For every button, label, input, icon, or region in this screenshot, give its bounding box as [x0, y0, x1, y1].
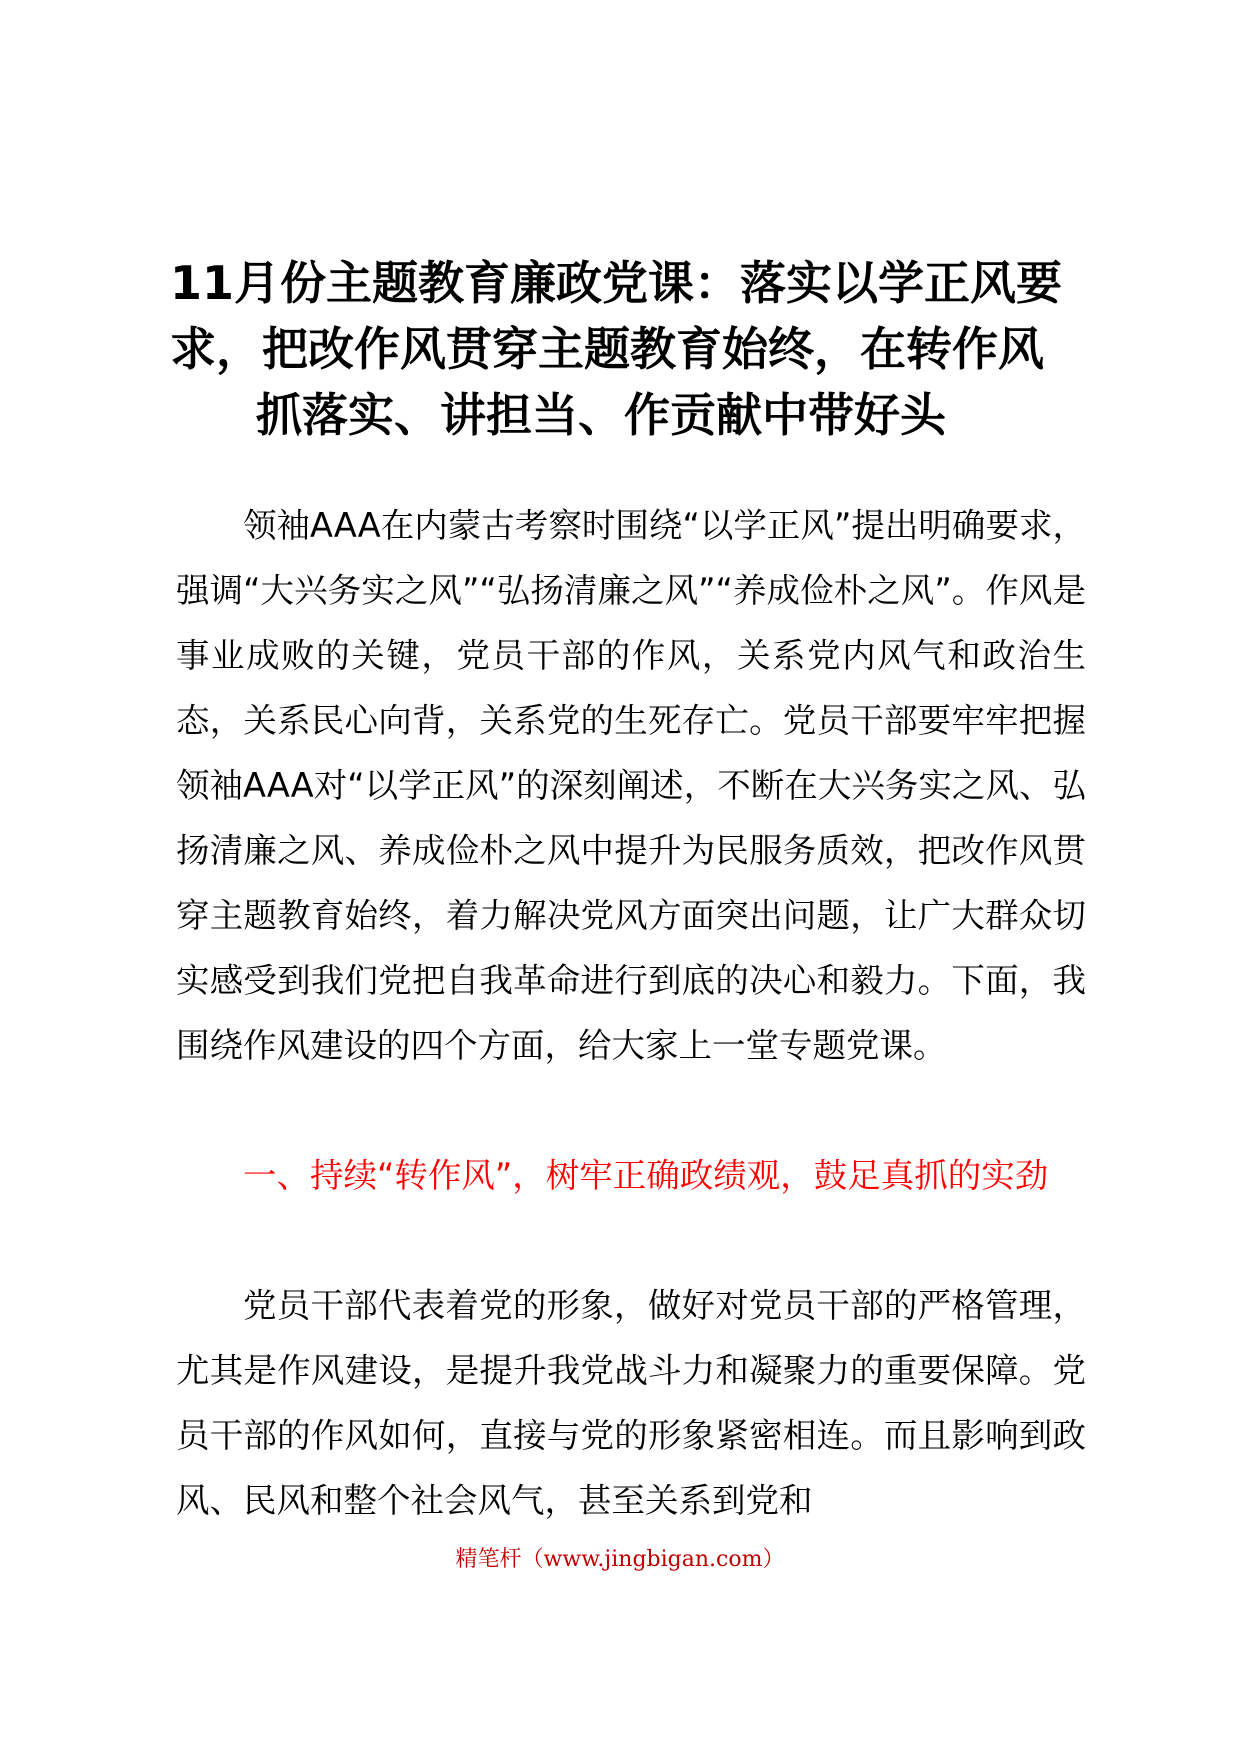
title-line-3: 抓落实、讲担当、作贡献中带好头	[256, 388, 946, 442]
title-line-1: 11月份主题教育廉政党课：落实以学正风要	[170, 256, 1063, 310]
title-line-2: 求，把改作风贯穿主题教育始终，在转作风	[170, 322, 1044, 376]
footer-watermark: 精笔杆（www.jingbigan.com）	[455, 1547, 785, 1572]
section-1-paragraph: 党员干部代表着党的形象，做好对党员干部的严格管理，尤其是作风建设，是提升我党战斗力和凝聚力的重要保障。党员干部的作风如何，直接与党的形象紧密相连。而且影响到政风、民风和整个社会风气，甚至关系到党和	[176, 1286, 1086, 1520]
section-heading-1: 一、持续“转作风”，树牢正确政绩观，鼓足真抓的实劲	[243, 1156, 1049, 1195]
intro-paragraph: 领袖AAA在内蒙古考察时围绕“以学正风”提出明确要求，强调“大兴务实之风”“弘扬清廉之风”“养成俭朴之风”。作风是事业成败的关键，党员干部的作风，关系党内风气和政治生态，关系民心向背，关系党的生死存亡。党员干部要牢牢把握领袖AAA对“以学正风”的深刻阐述，不断在大兴务实之风、弘扬清廉之风、养成俭朴之风中提升为民服务质效，把改作风贯穿主题教育始终，着力解决党风方面突出问题，让广大群众切实感受到我们党把自我革命进行到底的决心和毅力。下面，我围绕作风建设的四个方面，给大家上一堂专题党课。	[176, 506, 1086, 1065]
document-title	[170, 250, 1130, 448]
